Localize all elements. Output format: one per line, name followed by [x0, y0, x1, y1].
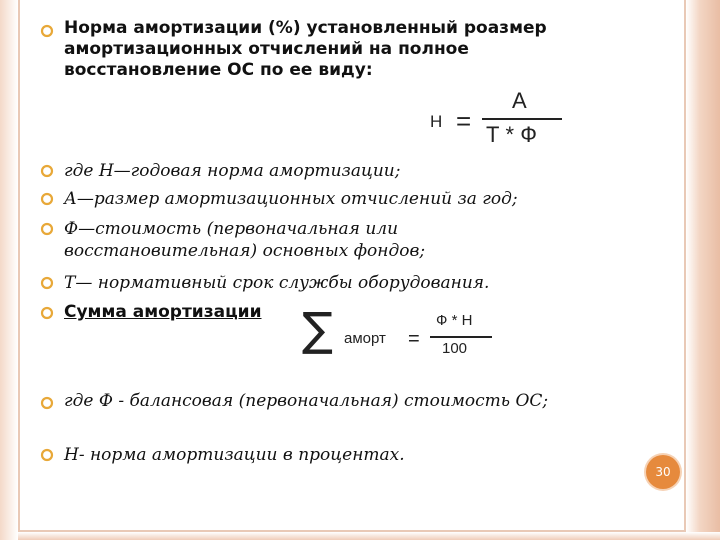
bullet-icon — [40, 448, 54, 462]
bullet-icon — [40, 24, 54, 38]
equals-sign: = — [456, 106, 472, 136]
formula-numerator: Ф * Н — [436, 312, 473, 329]
sum-symbol: ∑ — [302, 302, 333, 356]
item-text: Норма амортизации (%) установленный роазмер амортизационных отчислений на полное восстановление ОС по ее виду: — [64, 18, 547, 80]
fraction-bar — [482, 118, 562, 120]
left-decor-band — [0, 0, 18, 540]
item-text: Сумма амортизации — [64, 302, 262, 322]
formula-lhs: Н — [430, 112, 443, 131]
bottom-decor-band — [18, 532, 720, 540]
sum-subscript: аморт — [344, 330, 386, 347]
bullet-icon — [40, 192, 54, 206]
formula-denominator: 100 — [442, 340, 468, 357]
item-text: Т— нормативный срок службы оборудования. — [64, 273, 490, 293]
bullet-icon — [40, 276, 54, 290]
item-text: А—размер амортизационных отчислений за год; — [64, 189, 518, 209]
bullet-icon — [40, 164, 54, 178]
bullet-icon — [40, 222, 54, 236]
right-decor-band — [686, 0, 720, 540]
formula-denominator: Т * Ф — [486, 122, 537, 147]
formula-numerator: А — [512, 88, 527, 113]
formula-depreciation-sum — [296, 302, 502, 366]
equals-sign: = — [408, 328, 420, 350]
page-number-badge: 30 — [646, 455, 680, 489]
item-text: где Ф - балансовая (первоначальная) стоимость ОС; — [64, 391, 549, 411]
bullet-icon — [40, 306, 54, 320]
formula-norm — [420, 70, 570, 150]
bullet-icon — [40, 396, 54, 410]
item-text: Н- норма амортизации в процентах. — [64, 445, 405, 465]
fraction-bar — [430, 336, 492, 338]
item-text: где Н—годовая норма амортизации; — [64, 161, 401, 181]
item-text: Ф—стоимость (первоначальная или восстановительная) основных фондов; — [64, 219, 426, 261]
